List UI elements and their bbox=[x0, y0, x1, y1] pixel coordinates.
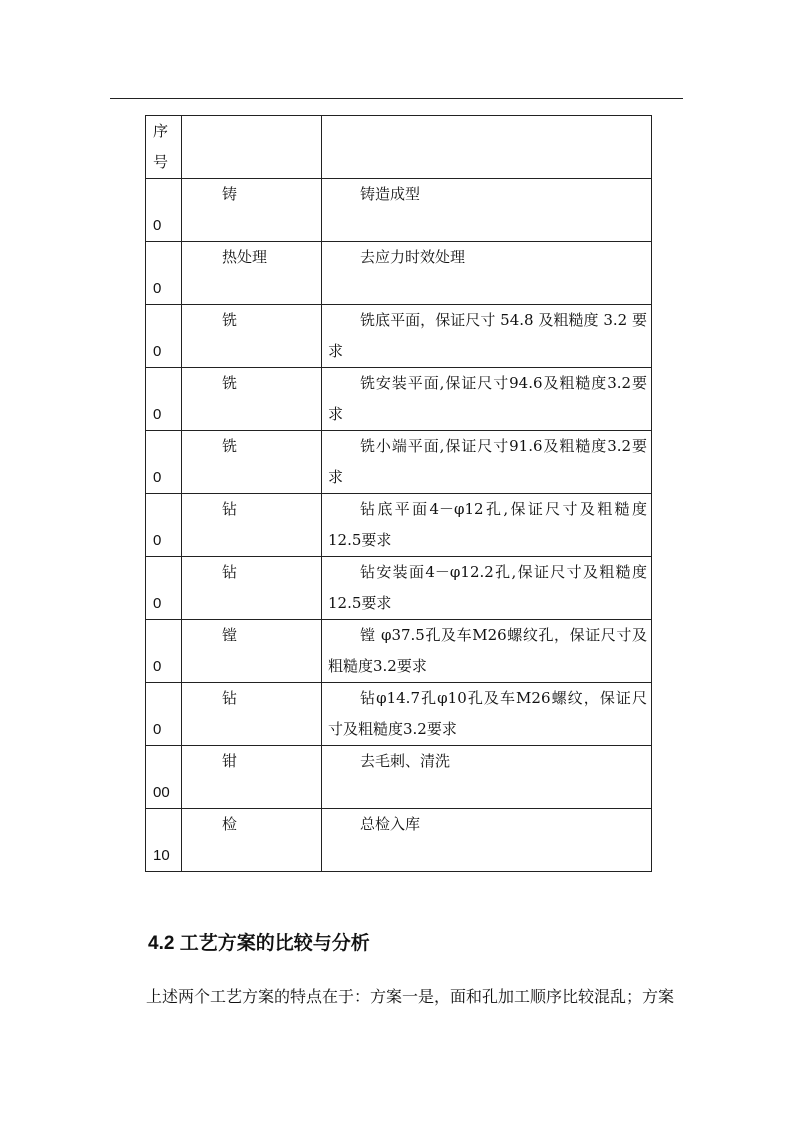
operation-name-cell bbox=[182, 809, 322, 872]
step-number-cell bbox=[146, 746, 182, 809]
operation-desc-cell bbox=[322, 809, 652, 872]
operation-name-cell bbox=[182, 746, 322, 809]
table-row bbox=[146, 179, 652, 242]
step-number: 00 bbox=[153, 784, 170, 801]
operation-name: 热处理 bbox=[222, 248, 268, 266]
step-number: 10 bbox=[153, 847, 170, 864]
operation-name-cell bbox=[182, 557, 322, 620]
header-no-label: 序号 bbox=[153, 122, 169, 171]
step-number-cell bbox=[146, 305, 182, 368]
step-number: 0 bbox=[153, 469, 162, 486]
step-number: 0 bbox=[153, 595, 162, 612]
operation-name: 钻 bbox=[222, 500, 238, 518]
table-row bbox=[146, 683, 652, 746]
operation-desc-cell bbox=[322, 242, 652, 305]
operation-name-cell bbox=[182, 242, 322, 305]
operation-name-cell bbox=[182, 683, 322, 746]
operation-desc-cell bbox=[322, 305, 652, 368]
step-number-cell bbox=[146, 242, 182, 305]
table-row bbox=[146, 746, 652, 809]
operation-description: 钻底平面4－φ12孔,保证尺寸及粗糙度12.5要求 bbox=[328, 500, 647, 549]
header-desc-cell bbox=[322, 116, 652, 179]
operation-desc-cell bbox=[322, 746, 652, 809]
table-row bbox=[146, 305, 652, 368]
step-number: 0 bbox=[153, 658, 162, 675]
operation-description: 去毛刺、清洗 bbox=[360, 752, 451, 770]
step-number: 0 bbox=[153, 532, 162, 549]
operation-desc-cell bbox=[322, 683, 652, 746]
table-row bbox=[146, 431, 652, 494]
step-number: 0 bbox=[153, 343, 162, 360]
step-number: 0 bbox=[153, 217, 162, 234]
operation-description: 铣底平面，保证尺寸 54.8 及粗糙度 3.2 要求 bbox=[328, 311, 647, 360]
operation-desc-cell bbox=[322, 431, 652, 494]
operation-name: 铣 bbox=[222, 311, 238, 329]
table-row bbox=[146, 809, 652, 872]
operation-description: 总检入库 bbox=[360, 815, 421, 833]
step-number: 0 bbox=[153, 406, 162, 423]
operation-name: 钳 bbox=[222, 752, 238, 770]
table-row bbox=[146, 368, 652, 431]
step-number-cell bbox=[146, 683, 182, 746]
step-number-cell bbox=[146, 368, 182, 431]
step-number-cell bbox=[146, 557, 182, 620]
step-number-cell bbox=[146, 620, 182, 683]
operation-desc-cell bbox=[322, 494, 652, 557]
operation-desc-cell bbox=[322, 179, 652, 242]
step-number-cell bbox=[146, 494, 182, 557]
table-row bbox=[146, 494, 652, 557]
operation-name-cell bbox=[182, 431, 322, 494]
operation-description: 铣安装平面,保证尺寸94.6及粗糙度3.2要求 bbox=[328, 374, 647, 423]
section-title: 4.2 工艺方案的比较与分析 bbox=[148, 933, 370, 954]
operation-name-cell bbox=[182, 305, 322, 368]
process-table bbox=[145, 115, 652, 872]
step-number-cell bbox=[146, 809, 182, 872]
operation-description: 铣小端平面,保证尺寸91.6及粗糙度3.2要求 bbox=[328, 437, 647, 486]
table-header-row bbox=[146, 116, 652, 179]
step-number-cell bbox=[146, 431, 182, 494]
operation-name: 钻 bbox=[222, 563, 238, 581]
step-number: 0 bbox=[153, 280, 162, 297]
operation-description: 钻φ14.7孔φ10孔及车M26螺纹，保证尺寸及粗糙度3.2要求 bbox=[328, 689, 647, 738]
operation-name: 检 bbox=[222, 815, 238, 833]
operation-name: 铣 bbox=[222, 437, 238, 455]
step-number: 0 bbox=[153, 721, 162, 738]
table-row bbox=[146, 557, 652, 620]
operation-desc-cell bbox=[322, 368, 652, 431]
operation-description: 去应力时效处理 bbox=[360, 248, 466, 266]
operation-name: 镗 bbox=[222, 626, 238, 644]
table-row bbox=[146, 242, 652, 305]
operation-name: 铣 bbox=[222, 374, 238, 392]
operation-description: 钻安装面4－φ12.2孔,保证尺寸及粗糙度12.5要求 bbox=[328, 563, 647, 612]
operation-desc-cell bbox=[322, 557, 652, 620]
operation-description: 铸造成型 bbox=[360, 185, 421, 203]
step-number-cell bbox=[146, 179, 182, 242]
page-header-rule bbox=[110, 98, 683, 99]
operation-name: 钻 bbox=[222, 689, 238, 707]
operation-name-cell bbox=[182, 620, 322, 683]
operation-name-cell bbox=[182, 179, 322, 242]
operation-name: 铸 bbox=[222, 185, 238, 203]
header-name-cell bbox=[182, 116, 322, 179]
table-row bbox=[146, 620, 652, 683]
operation-desc-cell bbox=[322, 620, 652, 683]
header-no-cell bbox=[146, 116, 182, 179]
body-paragraph: 上述两个工艺方案的特点在于：方案一是，面和孔加工顺序比较混乱；方案 bbox=[146, 987, 675, 1006]
operation-description: 镗 φ37.5孔及车M26螺纹孔，保证尺寸及粗糙度3.2要求 bbox=[328, 626, 647, 675]
operation-name-cell bbox=[182, 368, 322, 431]
operation-name-cell bbox=[182, 494, 322, 557]
